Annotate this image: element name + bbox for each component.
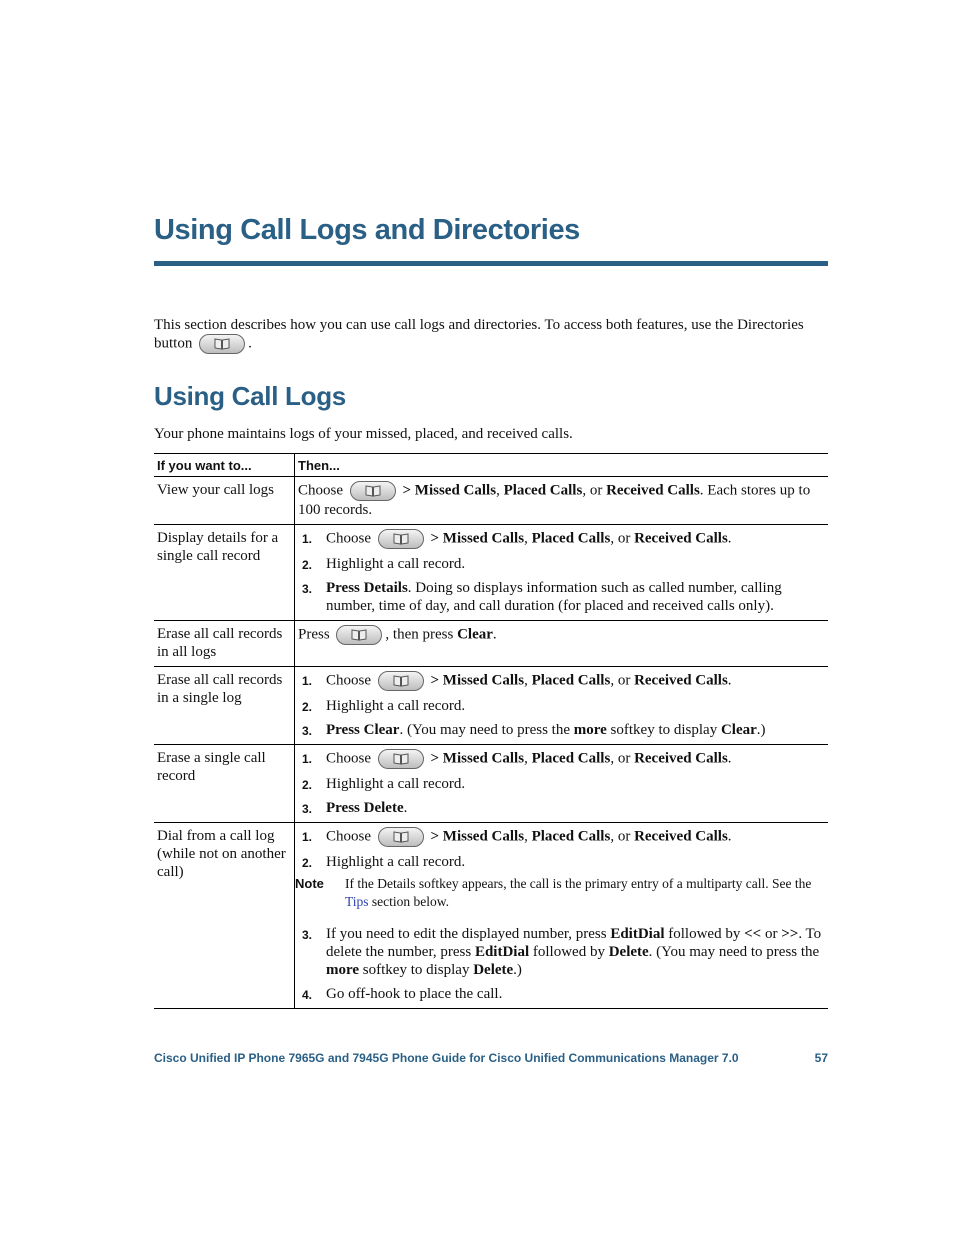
page-footer — [154, 1051, 828, 1065]
step-text: or — [761, 926, 782, 942]
step-number: 1. — [302, 752, 313, 766]
step-text: . — [727, 672, 732, 689]
task-cell: View your call logs — [154, 477, 295, 525]
step-text: . — [403, 800, 408, 816]
section-intro: Your phone maintains logs of your missed, placed, and received calls. — [154, 426, 573, 442]
step-list — [298, 671, 825, 739]
task-cell: Erase a single call record — [154, 745, 295, 823]
table-row — [154, 477, 828, 525]
then-cell — [295, 621, 829, 667]
menu-missed-calls: > Missed Calls — [430, 750, 525, 767]
step-text: . (You may need to press the — [648, 944, 820, 960]
step-number: 3. — [302, 928, 313, 942]
separator: , — [524, 750, 532, 767]
softkey-clear: Clear — [457, 626, 493, 643]
step-item — [298, 697, 825, 715]
title-rule — [154, 261, 828, 266]
softkey-back: << — [744, 926, 762, 942]
directories-book-icon — [350, 481, 396, 501]
directories-book-icon — [199, 334, 245, 354]
softkey-delete: Delete — [473, 962, 514, 978]
step-text: Highlight a call record. — [326, 698, 466, 714]
step-text: . — [727, 828, 732, 845]
step-list — [298, 529, 825, 615]
softkey-delete: Press Delete — [326, 800, 404, 816]
menu-placed-calls: Placed Calls — [531, 672, 611, 689]
step-text: . (You may need to press the — [399, 722, 574, 738]
section-heading: Using Call Logs — [154, 381, 346, 411]
softkey-more: more — [573, 722, 607, 738]
then-text: Press — [298, 626, 330, 643]
step-text: softkey to display — [606, 722, 721, 738]
step-text: Go off-hook to place the call. — [326, 986, 503, 1002]
step-text: Choose — [326, 750, 371, 767]
step-text: . — [727, 530, 732, 547]
separator: , or — [582, 482, 607, 499]
step-list — [298, 925, 825, 1003]
table-row — [154, 621, 828, 667]
note-label: Note — [295, 876, 324, 891]
menu-placed-calls: Placed Calls — [531, 828, 611, 845]
step-item — [298, 721, 825, 739]
step-number: 3. — [302, 724, 313, 738]
step-text: .) — [513, 962, 522, 978]
step-number: 1. — [302, 674, 313, 688]
intro-paragraph — [154, 316, 828, 354]
step-text: . To delete the number, press — [326, 926, 822, 960]
step-item — [298, 555, 825, 573]
table-header-row — [154, 454, 828, 477]
page-number: 57 — [814, 1051, 828, 1065]
step-item — [298, 671, 825, 691]
step-text: If you need to edit the displayed number, press — [326, 926, 611, 942]
task-cell: Dial from a call log (while not on another call) — [154, 823, 295, 1009]
note-text: section below. — [368, 894, 450, 909]
softkey-forward: >> — [781, 926, 799, 942]
softkey-details: Press Details — [326, 580, 408, 596]
menu-missed-calls: > Missed Calls — [430, 672, 525, 689]
softkey-clear: Clear — [720, 722, 757, 738]
step-text: . Doing so displays information such as called number, calling number, time of day, and call duration (for placed and received calls only). — [326, 580, 782, 614]
note-box — [295, 875, 825, 911]
task-cell: Erase all call records in all logs — [154, 621, 295, 667]
step-item — [298, 827, 825, 847]
separator: , — [524, 672, 532, 689]
menu-received-calls: Received Calls — [634, 530, 728, 547]
separator: , — [496, 482, 504, 499]
step-text: Highlight a call record. — [326, 776, 466, 792]
step-text: .) — [756, 722, 766, 738]
menu-missed-calls: > Missed Calls — [402, 482, 497, 499]
step-number: 4. — [302, 988, 313, 1002]
note-text: If the Details softkey appears, the call is the primary entry of a multiparty call. See the — [345, 876, 812, 891]
then-cell — [295, 525, 829, 621]
step-number: 2. — [302, 856, 313, 870]
step-text: Highlight a call record. — [326, 556, 466, 572]
step-item — [298, 749, 825, 769]
softkey-editdial: EditDial — [474, 944, 530, 960]
step-number: 1. — [302, 532, 313, 546]
separator: , or — [610, 530, 635, 547]
then-cell — [295, 667, 829, 745]
separator: , or — [610, 828, 635, 845]
step-item — [298, 579, 825, 615]
table-row — [154, 667, 828, 745]
footer-title: Cisco Unified IP Phone 7965G and 7945G Phone Guide for Cisco Unified Communications Manager 7.0 — [154, 1051, 739, 1065]
step-text: Choose — [326, 672, 371, 689]
tips-link[interactable]: Tips — [345, 894, 369, 909]
then-text: . — [492, 626, 497, 643]
step-list — [298, 749, 825, 817]
intro-end: . — [248, 335, 252, 352]
step-list — [298, 827, 825, 871]
separator: , or — [610, 750, 635, 767]
menu-received-calls: Received Calls — [634, 828, 728, 845]
step-item — [298, 853, 825, 871]
softkey-more: more — [326, 962, 360, 978]
step-number: 3. — [302, 582, 313, 596]
menu-placed-calls: Placed Calls — [531, 530, 611, 547]
step-number: 1. — [302, 830, 313, 844]
table-row — [154, 745, 828, 823]
step-text: Highlight a call record. — [326, 854, 466, 870]
step-item — [298, 985, 825, 1003]
then-cell — [295, 823, 829, 1009]
menu-received-calls: Received Calls — [634, 750, 728, 767]
directories-book-icon — [336, 625, 382, 645]
step-number: 3. — [302, 802, 313, 816]
step-number: 2. — [302, 700, 313, 714]
menu-placed-calls: Placed Calls — [503, 482, 583, 499]
softkey-clear: Press Clear — [326, 722, 400, 738]
menu-missed-calls: > Missed Calls — [430, 828, 525, 845]
table-row — [154, 823, 828, 1009]
then-text: , then press — [385, 626, 458, 643]
column-header-task: If you want to... — [154, 454, 295, 477]
call-logs-table — [154, 453, 828, 1009]
menu-received-calls: Received Calls — [634, 672, 728, 689]
menu-placed-calls: Placed Calls — [531, 750, 611, 767]
step-number: 2. — [302, 558, 313, 572]
step-text: followed by — [529, 944, 609, 960]
separator: , — [524, 530, 532, 547]
step-text: . — [727, 750, 732, 767]
softkey-editdial: EditDial — [610, 926, 665, 942]
step-item — [298, 925, 825, 979]
directories-book-icon — [378, 529, 424, 549]
menu-received-calls: Received Calls — [606, 482, 700, 499]
step-number: 2. — [302, 778, 313, 792]
then-text: . Each stores up to 100 records. — [298, 482, 811, 518]
table-row — [154, 525, 828, 621]
step-text: Choose — [326, 828, 371, 845]
directories-book-icon — [378, 671, 424, 691]
directories-book-icon — [378, 827, 424, 847]
step-item — [298, 775, 825, 793]
intro-text: This section describes how you can use call logs and directories. To access both features, use the Directories button — [154, 317, 804, 352]
separator: , — [524, 828, 532, 845]
menu-missed-calls: > Missed Calls — [430, 530, 525, 547]
softkey-delete: Delete — [608, 944, 649, 960]
then-text: Choose — [298, 482, 343, 499]
step-text: followed by — [664, 926, 745, 942]
step-item — [298, 529, 825, 549]
then-cell — [295, 477, 829, 525]
separator: , or — [610, 672, 635, 689]
step-item — [298, 799, 825, 817]
step-text: Choose — [326, 530, 371, 547]
then-cell — [295, 745, 829, 823]
directories-book-icon — [378, 749, 424, 769]
task-cell: Display details for a single call record — [154, 525, 295, 621]
task-cell: Erase all call records in a single log — [154, 667, 295, 745]
column-header-then: Then... — [295, 454, 829, 477]
step-text: softkey to display — [359, 962, 474, 978]
page-title: Using Call Logs and Directories — [154, 214, 580, 246]
